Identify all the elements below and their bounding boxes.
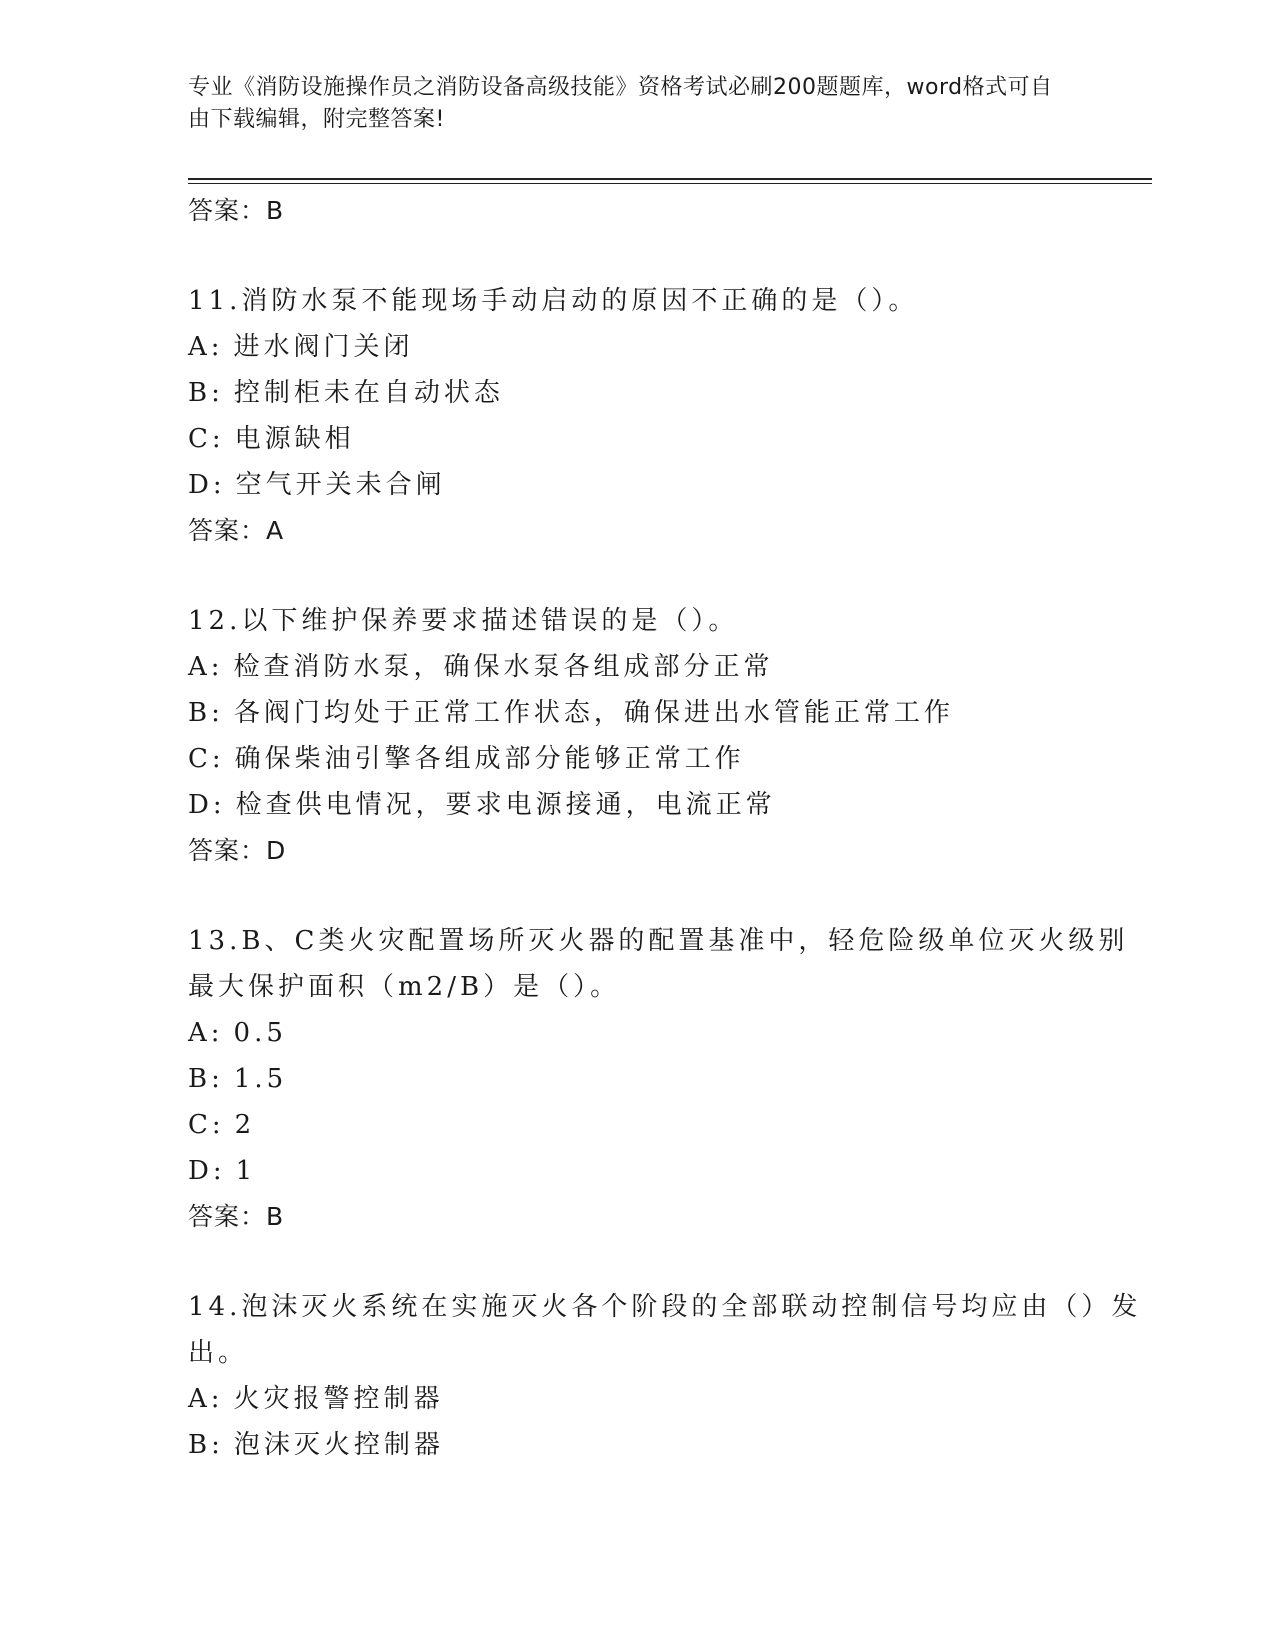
document-header: 专业《消防设施操作员之消防设备高级技能》资格考试必刷200题题库，word格式可自由下载编辑，附完整答案! bbox=[188, 75, 1053, 132]
option-d bbox=[188, 782, 1148, 828]
option-text: 火灾报警控制器 bbox=[233, 1384, 444, 1414]
header-rule-thick bbox=[188, 178, 1152, 180]
option-text: 检查消防水泵，确保水泵各组成部分正常 bbox=[233, 652, 774, 682]
option-text: 确保柴油引擎各组成部分能够正常工作 bbox=[234, 744, 745, 774]
option-b bbox=[188, 1422, 1148, 1468]
option-letter: A: bbox=[188, 652, 224, 682]
option-text: 2 bbox=[234, 1110, 256, 1140]
option-a bbox=[188, 1010, 1148, 1056]
question-11 bbox=[188, 278, 1148, 554]
option-letter: D: bbox=[188, 790, 226, 820]
question-list bbox=[188, 188, 1148, 1468]
option-letter: C: bbox=[188, 424, 225, 454]
question-stem: 13.B、C类火灾配置场所灭火器的配置基准中，轻危险级单位灭火级别最大保护面积（m2/B）是（）。 bbox=[188, 926, 1129, 1002]
option-text: 0.5 bbox=[233, 1018, 287, 1048]
option-b bbox=[188, 690, 1148, 736]
option-letter: D: bbox=[188, 470, 226, 500]
answer-line: 答案：A bbox=[188, 516, 285, 545]
option-text: 电源缺相 bbox=[234, 424, 355, 454]
option-c bbox=[188, 1102, 1148, 1148]
option-letter: B: bbox=[188, 1064, 224, 1094]
option-letter: C: bbox=[188, 744, 225, 774]
answer-line: 答案：B bbox=[188, 196, 285, 225]
question-13 bbox=[188, 918, 1148, 1240]
option-a bbox=[188, 324, 1148, 370]
question-stem: 12.以下维护保养要求描述错误的是（）。 bbox=[188, 606, 739, 636]
option-letter: D: bbox=[188, 1156, 226, 1186]
option-text: 进水阀门关闭 bbox=[233, 332, 414, 362]
option-letter: B: bbox=[188, 1430, 224, 1460]
question-14 bbox=[188, 1284, 1148, 1468]
option-text: 各阀门均处于正常工作状态，确保进出水管能正常工作 bbox=[233, 698, 954, 728]
question-stem: 14.泡沫灭火系统在实施灭火各个阶段的全部联动控制信号均应由（）发出。 bbox=[188, 1292, 1142, 1368]
option-letter: B: bbox=[188, 378, 224, 408]
option-d bbox=[188, 462, 1148, 508]
option-text: 1 bbox=[235, 1156, 257, 1186]
question-stem: 11.消防水泵不能现场手动启动的原因不正确的是（）。 bbox=[188, 286, 919, 316]
option-b bbox=[188, 370, 1148, 416]
option-letter: A: bbox=[188, 1384, 224, 1414]
answer-line: 答案：D bbox=[188, 836, 287, 865]
option-letter: B: bbox=[188, 698, 224, 728]
question-12 bbox=[188, 598, 1148, 874]
option-b bbox=[188, 1056, 1148, 1102]
option-text: 控制柜未在自动状态 bbox=[233, 378, 504, 408]
option-letter: C: bbox=[188, 1110, 225, 1140]
option-letter: A: bbox=[188, 332, 224, 362]
option-text: 1.5 bbox=[233, 1064, 288, 1094]
option-a bbox=[188, 644, 1148, 690]
option-text: 泡沫灭火控制器 bbox=[233, 1430, 444, 1460]
header-rule-thin bbox=[188, 183, 1152, 184]
option-d bbox=[188, 1148, 1148, 1194]
option-text: 检查供电情况，要求电源接通，电流正常 bbox=[235, 790, 776, 820]
option-a bbox=[188, 1376, 1148, 1422]
option-c bbox=[188, 736, 1148, 782]
answer-line: 答案：B bbox=[188, 1202, 285, 1231]
option-c bbox=[188, 416, 1148, 462]
option-text: 空气开关未合闸 bbox=[235, 470, 446, 500]
option-letter: A: bbox=[188, 1018, 224, 1048]
